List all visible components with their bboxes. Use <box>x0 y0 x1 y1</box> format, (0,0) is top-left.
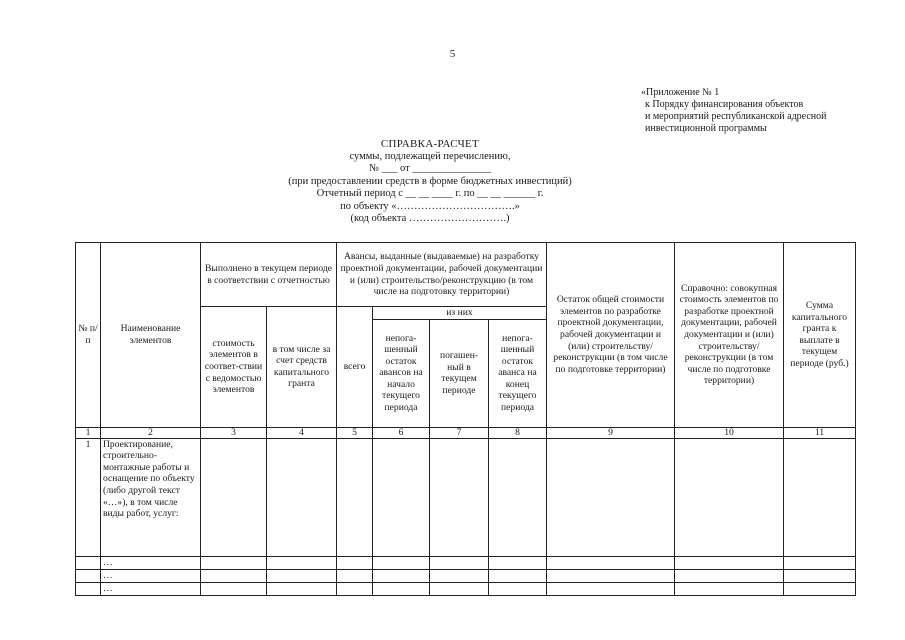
table-cell <box>337 569 373 582</box>
table-header-row <box>76 243 856 307</box>
table-cell <box>76 582 101 595</box>
table-cell <box>201 569 267 582</box>
table-cell <box>430 438 489 556</box>
table-cell <box>489 569 547 582</box>
table-cell <box>784 569 856 582</box>
table-row <box>76 582 856 595</box>
table-cell <box>337 438 373 556</box>
table-cell <box>675 582 784 595</box>
table-cell <box>675 569 784 582</box>
column-number: 4 <box>267 427 337 438</box>
table-cell <box>337 556 373 569</box>
table-cell <box>76 569 101 582</box>
row-number: 1 <box>76 438 101 556</box>
table-cell <box>675 438 784 556</box>
table-cell <box>547 569 675 582</box>
document-title: СПРАВКА-РАСЧЕТ <box>380 138 480 150</box>
table-cell <box>76 556 101 569</box>
appendix-line: к Порядку финансирования объектов <box>645 99 804 110</box>
document-heading <box>120 138 740 226</box>
table-row <box>76 438 856 556</box>
table-row <box>76 556 856 569</box>
header-adv-of-which: из них <box>373 307 547 320</box>
table-cell <box>201 556 267 569</box>
appendix-note <box>641 87 827 135</box>
column-number: 5 <box>337 427 373 438</box>
table-cell <box>489 582 547 595</box>
column-number: 11 <box>784 427 856 438</box>
header-remaining: Остаток общей стоимости элементов по разработке проектной документации, рабочей документации и (или) строительству/ реконструкции (в том числе по подготовке территории) <box>547 243 675 428</box>
table-cell <box>201 582 267 595</box>
table-cell <box>430 556 489 569</box>
calculation-table <box>75 242 856 596</box>
table-cell <box>489 556 547 569</box>
table-cell <box>547 438 675 556</box>
appendix-line: инвестиционной программы <box>645 123 767 134</box>
table-row <box>76 569 856 582</box>
row-name: Проектирование, строительно-монтажные работы и оснащение по объекту (либо другой текст «…»), в том числе виды работ, услуг: <box>101 438 201 556</box>
header-grant-sum: Сумма капитального гранта к выплате в текущем периоде (руб.) <box>784 243 856 428</box>
column-number: 8 <box>489 427 547 438</box>
header-done-cost: стоимость элементов в соответ-ствии с ведомостью элементов <box>201 307 267 428</box>
table-cell <box>430 582 489 595</box>
heading-line: (при предоставлении средств в форме бюджетных инвестиций) <box>288 175 572 187</box>
heading-line: Отчетный период с __ __ ____ г. по __ __ ______ г. <box>316 188 544 199</box>
table-cell <box>201 438 267 556</box>
table-cell <box>547 556 675 569</box>
row-name: … <box>101 582 201 595</box>
header-advances-group: Авансы, выданные (выдаваемые) на разработку проектной документации, рабочей документации и (или) строительство/реконструкцию (в том числе на подготовку территории) <box>337 243 547 307</box>
column-number: 3 <box>201 427 267 438</box>
heading-line: (код объекта ……………………….) <box>350 213 510 224</box>
table-cell <box>784 438 856 556</box>
header-number: № п/п <box>76 243 101 428</box>
header-adv-total: всего <box>337 307 373 428</box>
column-number: 7 <box>430 427 489 438</box>
table-cell <box>784 582 856 595</box>
page-number: 5 <box>449 48 456 60</box>
header-adv-end: непога-шенный остаток аванса на конец текущего периода <box>489 319 547 427</box>
table-cell <box>547 582 675 595</box>
row-name: … <box>101 556 201 569</box>
table-cell <box>267 582 337 595</box>
heading-line: № ___ от _______________ <box>368 163 492 174</box>
column-number: 1 <box>76 427 101 438</box>
table-cell <box>267 569 337 582</box>
table-cell <box>337 582 373 595</box>
header-reference: Справочно: совокупная стоимость элементов по разработке проектной документации, рабочей документации и (или) строительству/ реконструкции (в том числе по подготовке территории) <box>675 243 784 428</box>
row-name: … <box>101 569 201 582</box>
header-done-group: Выполнено в текущем периоде в соответствии с отчетностью <box>201 243 337 307</box>
table-cell <box>675 556 784 569</box>
column-number: 10 <box>675 427 784 438</box>
table-cell <box>373 582 430 595</box>
table-cell <box>267 438 337 556</box>
header-done-grant: в том числе за счет средств капитального гранта <box>267 307 337 428</box>
table-cell <box>489 438 547 556</box>
table-cell <box>430 569 489 582</box>
appendix-line: и мероприятий республиканской адресной <box>645 111 827 122</box>
heading-line: по объекту «…………………………….» <box>340 200 520 212</box>
column-number: 2 <box>101 427 201 438</box>
header-name: Наименование элементов <box>101 243 201 428</box>
column-numbers-row <box>76 427 856 438</box>
table-cell <box>373 438 430 556</box>
column-number: 6 <box>373 427 430 438</box>
table-cell <box>373 569 430 582</box>
table-cell <box>373 556 430 569</box>
heading-line: суммы, подлежащей перечислению, <box>349 150 511 162</box>
header-adv-start: непога-шенный остаток авансов на начало текущего периода <box>373 319 430 427</box>
header-adv-repaid: погашен-ный в текущем периоде <box>430 319 489 427</box>
column-number: 9 <box>547 427 675 438</box>
appendix-line: «Приложение № 1 <box>641 87 720 98</box>
table-cell <box>267 556 337 569</box>
table-cell <box>784 556 856 569</box>
